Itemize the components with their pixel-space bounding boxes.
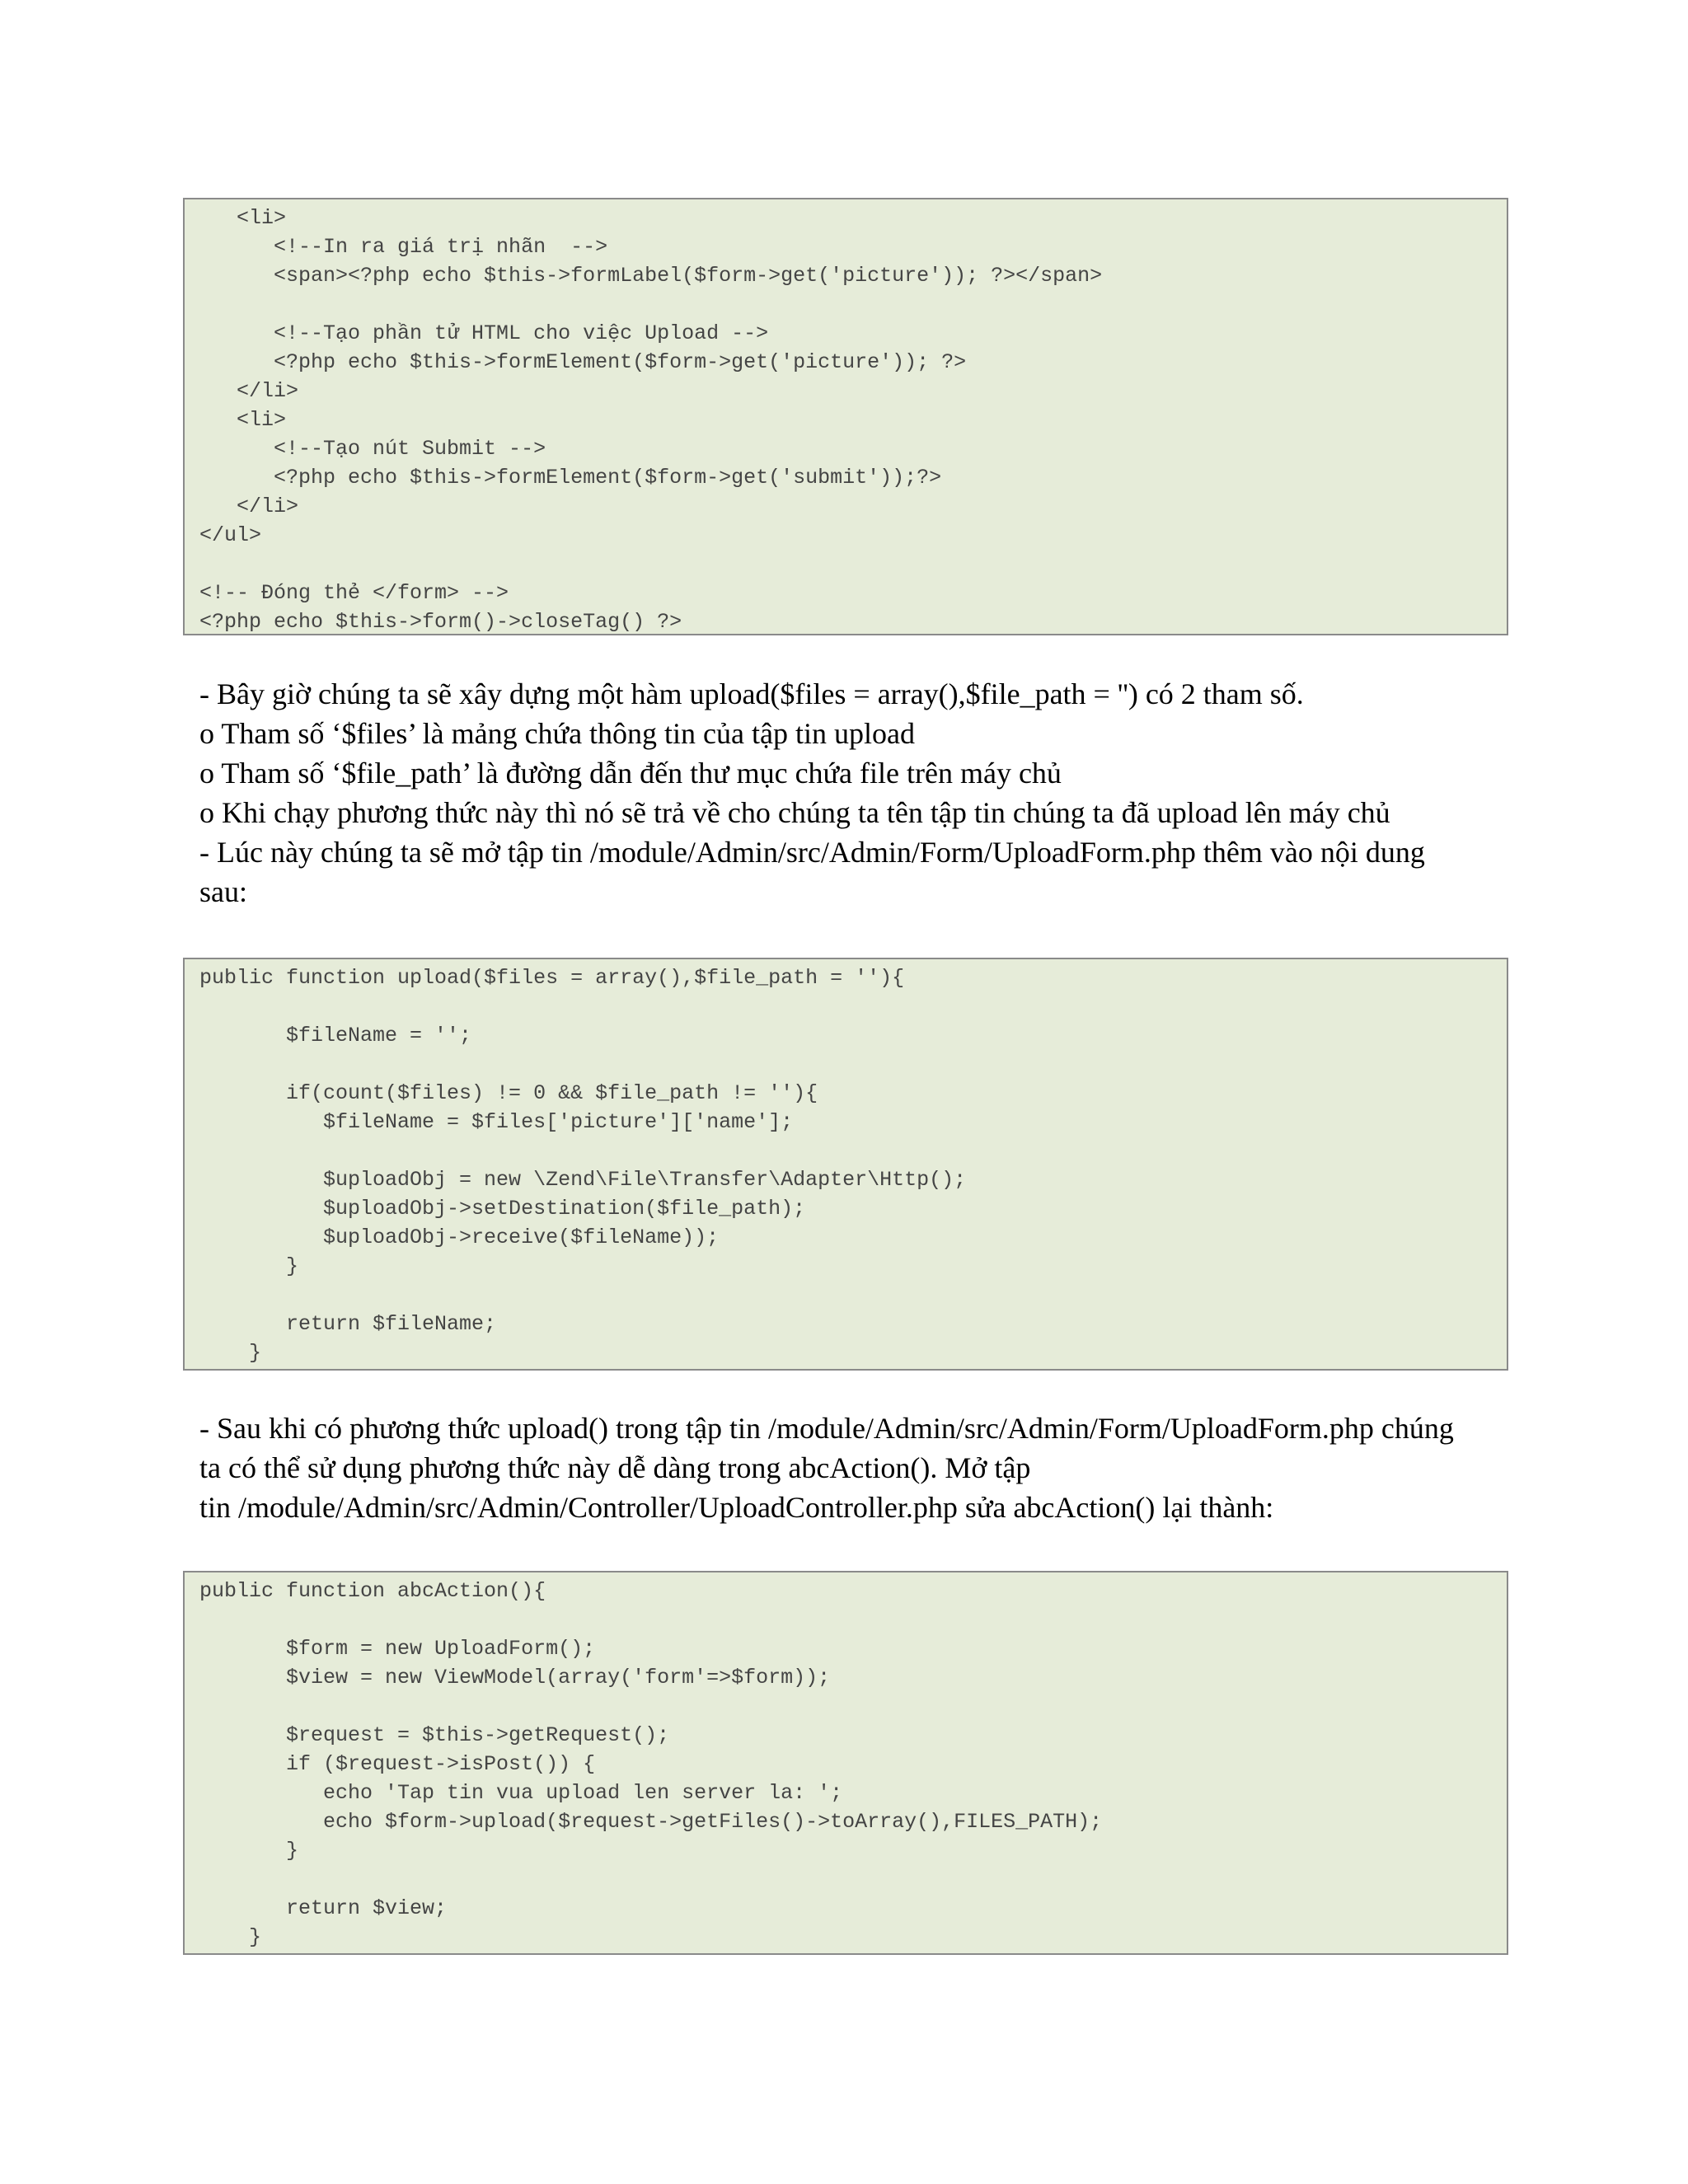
code-line: echo 'Tap tin vua upload len server la: '; bbox=[199, 1781, 843, 1805]
code-line: <?php echo $this->formElement($form->get('picture')); ?> bbox=[199, 350, 967, 374]
code-line: } bbox=[199, 1341, 262, 1365]
code-line: <li> bbox=[199, 408, 287, 432]
code-line: $form = new UploadForm(); bbox=[199, 1637, 596, 1661]
code-line: <!--Tạo nút Submit --> bbox=[199, 437, 546, 461]
code-line: return $fileName; bbox=[199, 1312, 497, 1336]
code-line: if ($request->isPost()) { bbox=[199, 1752, 596, 1776]
code-line: <?php echo $this->form()->closeTag() ?> bbox=[199, 610, 682, 634]
code-line: <!--Tạo phần tử HTML cho việc Upload --> bbox=[199, 321, 769, 345]
paragraph-line: o Khi chạy phương thức này thì nó sẽ trả về cho chúng ta tên tập tin chúng ta đã upload lên máy chủ bbox=[199, 796, 1390, 829]
code-line: $uploadObj = new \Zend\File\Transfer\Adapter\Http(); bbox=[199, 1168, 967, 1192]
code-line: <!--In ra giá trị nhãn --> bbox=[199, 235, 608, 259]
code-line: if(count($files) != 0 && $file_path != ''){ bbox=[199, 1081, 818, 1105]
code-line: public function abcAction(){ bbox=[199, 1579, 546, 1603]
code-line: $uploadObj->receive($fileName)); bbox=[199, 1226, 720, 1249]
code-line: } bbox=[199, 1839, 299, 1863]
paragraph-line: sau: bbox=[199, 875, 247, 908]
code-line: <?php echo $this->formElement($form->get('submit'));?> bbox=[199, 466, 942, 490]
code-line: </li> bbox=[199, 379, 299, 403]
code-line: </li> bbox=[199, 494, 299, 518]
paragraph-line: - Bây giờ chúng ta sẽ xây dựng một hàm upload($files = array(),$file_path = '') có 2 tham số. bbox=[199, 677, 1304, 710]
paragraph-line: - Sau khi có phương thức upload() trong tập tin /module/Admin/src/Admin/Form/UploadForm.php chúng bbox=[199, 1412, 1454, 1445]
code-line: <span><?php echo $this->formLabel($form->get('picture')); ?></span> bbox=[199, 264, 1103, 288]
code-line: $request = $this->getRequest(); bbox=[199, 1723, 670, 1747]
code-line: public function upload($files = array(),$file_path = ''){ bbox=[199, 966, 905, 990]
paragraph-line: - Lúc này chúng ta sẽ mở tập tin /module/Admin/src/Admin/Form/UploadForm.php thêm vào nội dung bbox=[199, 836, 1425, 869]
code-block-abc-action bbox=[183, 1571, 1508, 1955]
paragraph-line: o Tham số ‘$files’ là mảng chứa thông tin của tập tin upload bbox=[199, 717, 915, 750]
code-line: $view = new ViewModel(array('form'=>$form)); bbox=[199, 1666, 831, 1690]
code-line: } bbox=[199, 1925, 262, 1949]
paragraph-line: ta có thể sử dụng phương thức này dễ dàng trong abcAction(). Mở tập bbox=[199, 1451, 1031, 1484]
code-line: } bbox=[199, 1254, 299, 1278]
code-block-upload-function bbox=[183, 958, 1508, 1371]
code-line: <!-- Đóng thẻ </form> --> bbox=[199, 581, 509, 605]
code-block-form-template bbox=[183, 198, 1508, 635]
code-line: <li> bbox=[199, 206, 287, 230]
code-line: return $view; bbox=[199, 1896, 448, 1920]
code-line: echo $form->upload($request->getFiles()->toArray(),FILES_PATH); bbox=[199, 1810, 1103, 1834]
code-line: $fileName = $files['picture']['name']; bbox=[199, 1110, 794, 1134]
paragraph-line: tin /module/Admin/src/Admin/Controller/UploadController.php sửa abcAction() lại thành: bbox=[199, 1491, 1274, 1524]
paragraph-line: o Tham số ‘$file_path’ là đường dẫn đến thư mục chứa file trên máy chủ bbox=[199, 757, 1062, 790]
code-line: $fileName = ''; bbox=[199, 1024, 472, 1047]
code-line: </ul> bbox=[199, 523, 262, 547]
code-line: $uploadObj->setDestination($file_path); bbox=[199, 1197, 806, 1221]
